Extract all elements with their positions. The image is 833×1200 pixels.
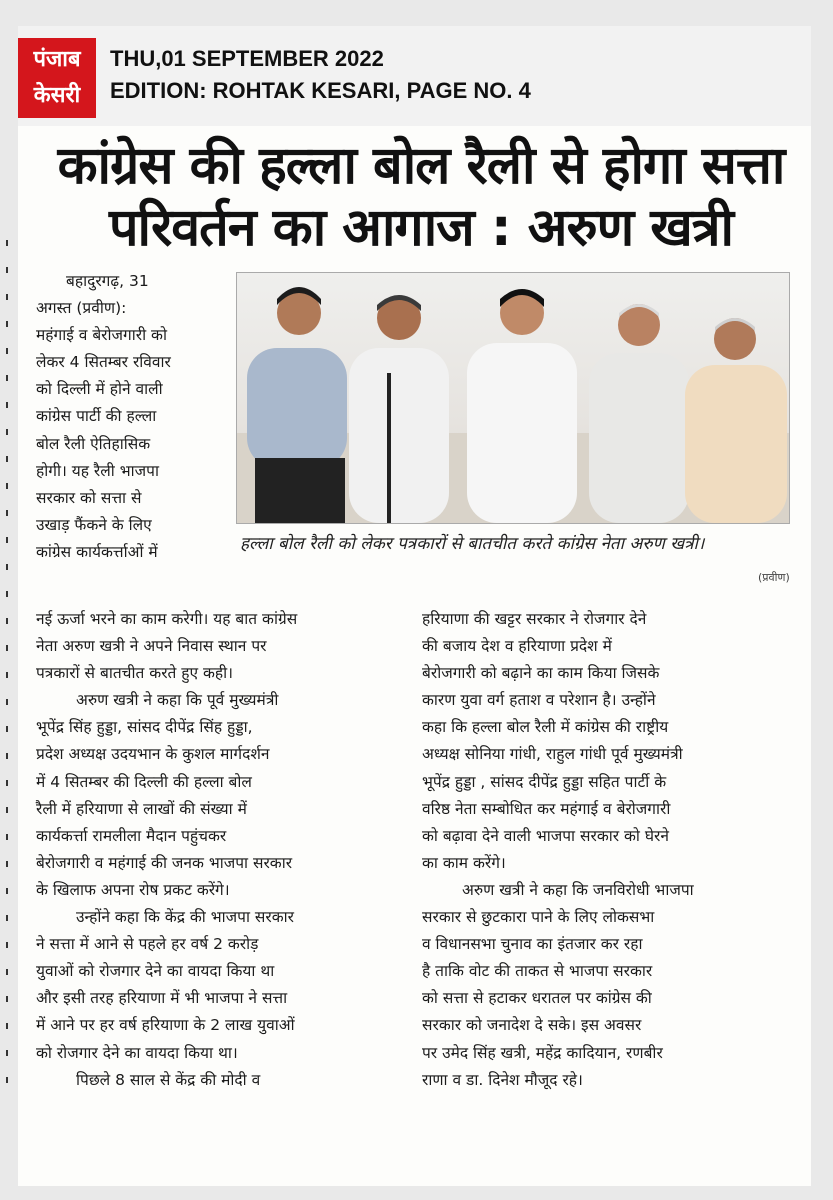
text-line: प्रदेश अध्यक्ष उदयभान के कुशल मार्गदर्शन [36,745,270,764]
text-line: बहादुरगढ़, 31 [66,272,149,290]
text-line: अरुण खत्री ने कहा कि जनविरोधी भाजपा [462,880,694,899]
headline-line2: परिवर्तन का आगाज : अरुण खत्री [108,198,733,258]
text-line: और इसी तरह हरियाणा में भी भाजपा ने सत्ता [36,989,288,1008]
text-line: अध्यक्ष सोनिया गांधी, राहुल गांधी पूर्व मुख्यमंत्री [422,745,683,764]
text-line: को बढ़ावा देने वाली भाजपा सरकार को घेरने [422,826,669,845]
text-line: बेरोजगारी व महंगाई की जनक भाजपा सरकार [36,853,293,872]
left-column-bottom [36,606,406,1094]
text-line: कहा कि हल्ला बोल रैली में कांग्रेस की राष्ट्रीय [422,718,669,737]
text-line: पिछले 8 साल से केंद्र की मोदी व [76,1070,261,1089]
text-line: है ताकि वोट की ताकत से भाजपा सरकार [422,962,653,981]
headline-line1: कांग्रेस की हल्ला बोल रैली से होगा सत्ता [57,136,785,196]
newspaper-page [18,26,811,1186]
text-line: पर उमेद सिंह खत्री, महेंद्र कादियान, रणबीर [422,1043,663,1062]
photo-caption: हल्ला बोल रैली को लेकर पत्रकारों से बातचीत करते कांग्रेस नेता अरुण खत्री। [240,534,705,554]
punjab-kesari-logo [18,38,96,118]
edition-name: EDITION: ROHTAK KESARI, PAGE NO. 4 [110,78,531,103]
text-line: के खिलाफ अपना रोष प्रकट करेंगे। [36,880,230,899]
text-line: रैली में हरियाणा से लाखों की संख्या में [36,799,247,818]
text-line: हरियाणा की खट्टर सरकार ने रोजगार देने [422,610,647,628]
text-line: भूपेंद्र सिंह हुड्डा, सांसद दीपेंद्र सिंह हुड्डा, [36,718,253,737]
text-line: लेकर 4 सितम्बर रविवार [36,353,171,372]
text-line: बोल रैली ऐतिहासिक [36,434,151,453]
text-line: अगस्त (प्रवीण): [36,299,127,318]
text-line: में आने पर हर वर्ष हरियाणा के 2 लाख युवाओं [36,1016,295,1035]
masthead [18,26,811,126]
text-line: बेरोजगारी को बढ़ाने का काम किया जिसके [422,664,660,683]
text-line: सरकार से छुटकारा पाने के लिए लोकसभा [422,908,655,927]
text-line: का काम करेंगे। [422,853,506,872]
text-line: कांग्रेस पार्टी की हल्ला [36,407,157,426]
edition-date: THU,01 SEPTEMBER 2022 [110,46,384,71]
group-photo-illustration [237,273,789,523]
text-line: कारण युवा वर्ग हताश व परेशान है। उन्होंने [422,691,656,710]
text-line: सरकार को सत्ता से [36,488,142,507]
text-line: ने सत्ता में आने से पहले हर वर्ष 2 करोड़ [36,935,259,954]
left-column-top [36,268,232,566]
page-edge-marks [4,240,12,1104]
text-line: राणा व डा. दिनेश मौजूद रहे। [422,1070,583,1089]
text-line: वरिष्ठ नेता सम्बोधित कर महंगाई व बेरोजगारी [422,799,671,818]
logo-line2: केसरी [33,83,81,108]
text-line: की बजाय देश व हरियाणा प्रदेश में [422,637,612,656]
text-line: को दिल्ली में होने वाली [36,380,163,399]
text-line: कार्यकर्त्ता रामलीला मैदान पहुंचकर [36,826,227,845]
text-line: को रोजगार देने का वायदा किया था। [36,1043,238,1062]
text-line: सरकार को जनादेश दे सके। इस अवसर [422,1016,642,1035]
text-line: उन्होंने कहा कि केंद्र की भाजपा सरकार [76,908,294,927]
text-line: नेता अरुण खत्री ने अपने निवास स्थान पर [36,637,267,656]
photo-credit: (प्रवीण) [758,571,790,584]
logo-line1: पंजाब [33,47,81,72]
text-line: महंगाई व बेरोजगारी को [36,326,167,345]
right-column [422,606,788,1094]
text-line: में 4 सितम्बर की दिल्ली की हल्ला बोल [36,772,252,791]
text-line: भूपेंद्र हुड्डा , सांसद दीपेंद्र हुड्डा सहित पार्टी के [422,772,667,791]
text-line: व विधानसभा चुनाव का इंतजार कर रहा [422,935,643,954]
article-photo [236,272,790,524]
text-line: युवाओं को रोजगार देने का वायदा किया था [36,962,275,981]
text-line: पत्रकारों से बातचीत करते हुए कही। [36,664,234,683]
text-line: अरुण खत्री ने कहा कि पूर्व मुख्यमंत्री [76,691,279,710]
text-line: उखाड़ फैंकने के लिए [36,515,152,534]
text-line: होगी। यह रैली भाजपा [36,461,159,480]
text-line: को सत्ता से हटाकर धरातल पर कांग्रेस की [422,989,652,1008]
text-line: नई ऊर्जा भरने का काम करेगी। यह बात कांग्रेस [36,610,298,628]
text-line: कांग्रेस कार्यकर्त्ताओं में [36,542,158,561]
